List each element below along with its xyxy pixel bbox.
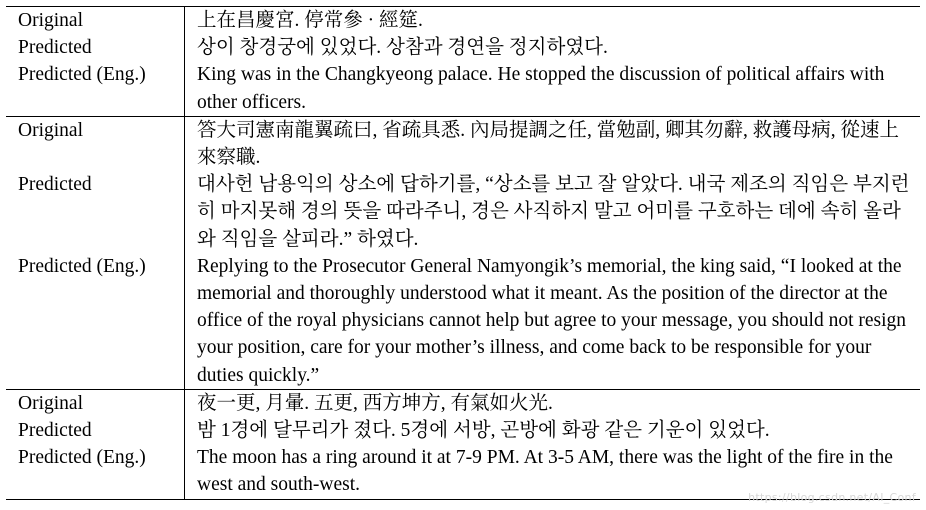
table-row <box>6 417 920 444</box>
table-row <box>6 171 920 253</box>
row-label-predicted: Predicted <box>6 34 185 61</box>
row-label-predicted: Predicted <box>6 171 185 253</box>
row-label-predicted-eng: Predicted (Eng.) <box>6 253 185 390</box>
table-row <box>6 61 920 116</box>
translation-comparison-table <box>6 6 920 500</box>
comparison-document <box>6 6 920 500</box>
original-text: 夜一更, 月暈. 五更, 西方坤方, 有氣如火光. <box>185 389 921 417</box>
predicted-english-text: King was in the Changkyeong palace. He stopped the discussion of political affairs with other officers. <box>197 64 885 113</box>
original-text: 答大司憲南龍翼疏曰, 省疏具悉. 內局提調之任, 當勉副, 卿其勿辭, 救護母病, 從速上來察職. <box>185 116 921 171</box>
row-label-predicted-eng: Predicted (Eng.) <box>6 444 185 499</box>
row-label-original: Original <box>6 389 185 417</box>
predicted-english-text: The moon has a ring around it at 7-9 PM. At 3-5 AM, there was the light of the fire in the west and south-west. <box>185 444 921 499</box>
row-label-predicted-eng: Predicted (Eng.) <box>6 61 185 116</box>
table-row <box>6 253 920 390</box>
predicted-korean-text: 밤 1경에 달무리가 졌다. 5경에 서방, 곤방에 화광 같은 기운이 있었다. <box>197 420 770 442</box>
original-text: 上在昌慶宮. 停常參 · 經筵. <box>185 7 921 35</box>
row-label-predicted: Predicted <box>6 417 185 444</box>
predicted-english-text: Replying to the Prosecutor General Namyongik’s memorial, the king said, “I looked at the memorial and thoroughly understood what it meant. As the position of the director at the office of the royal physicians cannot help but agree to your message, you should not resign your position, care for your mother’s illness, and come back to be responsible for your duties quickly.” <box>197 255 907 386</box>
row-label-original: Original <box>6 7 185 35</box>
table-row <box>6 34 920 61</box>
table-row <box>6 116 920 171</box>
row-label-original: Original <box>6 116 185 171</box>
table-row <box>6 389 920 417</box>
watermark-url: https://blog.csdn.net/AI_Conf <box>748 491 916 504</box>
table-row <box>6 7 920 35</box>
predicted-korean-text: 대사헌 남용익의 상소에 답하기를, “상소를 보고 잘 알았다. 내국 제조의 직임은 부지런히 마지못해 경의 뜻을 따라주니, 경은 사직하지 말고 어미를 구호하는 데에 속히 올라와 직임을 살피라.” 하였다. <box>197 174 910 250</box>
predicted-korean-text: 상이 창경궁에 있었다. 상참과 경연을 정지하였다. <box>197 37 608 59</box>
